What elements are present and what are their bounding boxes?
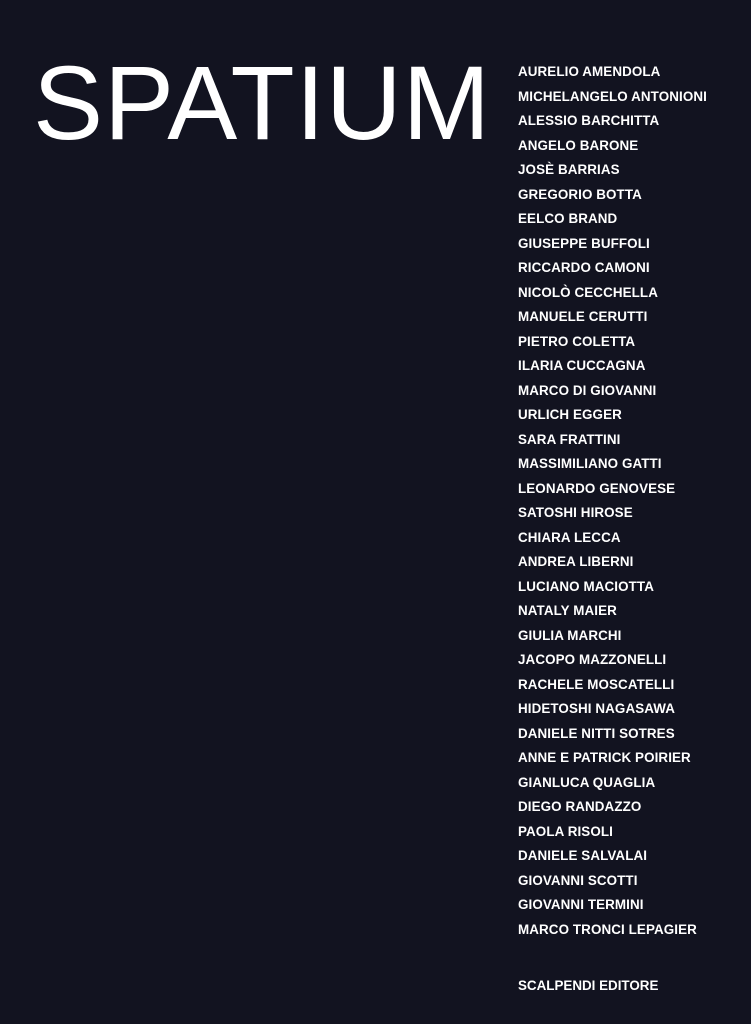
artist-name: NICOLÒ CECCHELLA bbox=[518, 284, 658, 300]
cover-title: SPATIUM bbox=[33, 45, 492, 162]
artist-name: JOSÈ BARRIAS bbox=[518, 162, 620, 177]
artist-name: PIETRO COLETTA bbox=[518, 333, 636, 349]
artist-name: SATOSHI HIROSE bbox=[518, 505, 633, 520]
artist-name: DIEGO RANDAZZO bbox=[518, 799, 642, 814]
artist-name: GREGORIO BOTTA bbox=[518, 186, 642, 202]
artist-name: ANNE E PATRICK POIRIER bbox=[518, 750, 691, 765]
artist-name: AURELIO AMENDOLA bbox=[518, 64, 661, 79]
artist-name: NATALY MAIER bbox=[518, 603, 617, 618]
artist-name: DANIELE NITTI SOTRES bbox=[518, 725, 675, 741]
artist-name: ANDREA LIBERNI bbox=[518, 554, 634, 569]
artist-name: EELCO BRAND bbox=[518, 211, 618, 226]
artist-name: MASSIMILIANO GATTI bbox=[518, 456, 662, 471]
artist-name: LUCIANO MACIOTTA bbox=[518, 578, 654, 594]
artist-name: ANGELO BARONE bbox=[518, 137, 639, 153]
artist-name: MARCO DI GIOVANNI bbox=[518, 382, 657, 398]
artist-name: RACHELE MOSCATELLI bbox=[518, 676, 675, 692]
artist-name: GIOVANNI SCOTTI bbox=[518, 872, 638, 888]
artist-name: SARA FRATTINI bbox=[518, 431, 621, 447]
artist-name: MICHELANGELO ANTONIONI bbox=[518, 88, 707, 104]
artist-name: GIULIA MARCHI bbox=[518, 627, 622, 643]
artist-name: GIUSEPPE BUFFOLI bbox=[518, 235, 650, 251]
artist-name: HIDETOSHI NAGASAWA bbox=[518, 701, 676, 716]
artist-name: ILARIA CUCCAGNA bbox=[518, 358, 646, 373]
artist-name: MANUELE CERUTTI bbox=[518, 309, 648, 324]
artist-name: RICCARDO CAMONI bbox=[518, 260, 650, 275]
artist-name: PAOLA RISOLI bbox=[518, 823, 613, 839]
artist-name: MARCO TRONCI LEPAGIER bbox=[518, 921, 697, 937]
publisher-name: SCALPENDI EDITORE bbox=[518, 978, 659, 993]
artist-name: ALESSIO BARCHITTA bbox=[518, 113, 660, 128]
artist-name: LEONARDO GENOVESE bbox=[518, 480, 676, 496]
artist-list bbox=[518, 60, 707, 942]
artist-name: DANIELE SALVALAI bbox=[518, 848, 648, 863]
artist-name: URLICH EGGER bbox=[518, 407, 622, 422]
artist-name: CHIARA LECCA bbox=[518, 529, 621, 545]
artist-name: GIOVANNI TERMINI bbox=[518, 897, 644, 912]
artist-name: JACOPO MAZZONELLI bbox=[518, 652, 667, 667]
artist-name: GIANLUCA QUAGLIA bbox=[518, 774, 656, 790]
